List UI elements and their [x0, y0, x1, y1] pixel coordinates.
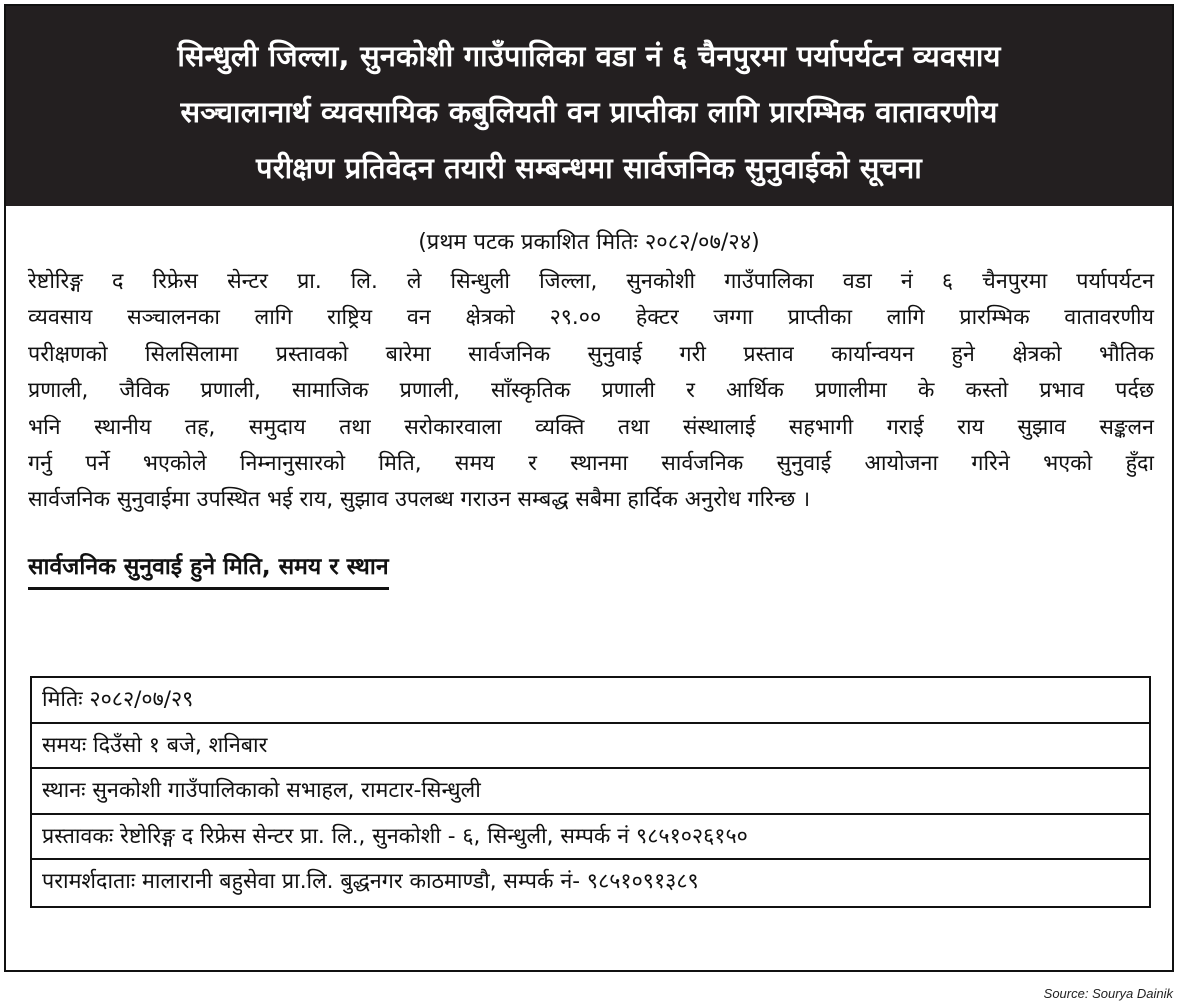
body-line: परीक्षणको सिलसिलामा प्रस्तावको बारेमा सार्वजनिक सुनुवाई गरी प्रस्ताव कार्यान्वयन हुने क्षेत्रको भौतिक: [28, 341, 1154, 367]
body-line: गर्नु पर्ने भएकोले निम्नानुसारको मिति, समय र स्थानमा सार्वजनिक सुनुवाई आयोजना गरिने भएको हुँदा: [28, 451, 1154, 477]
consultant-row: परामर्शदाताः मालारानी बहुसेवा प्रा.लि. बुद्धनगर काठमाण्डौ, सम्पर्क नं- ९८५१०९१३८९: [42, 869, 699, 895]
hearing-details-table: [30, 676, 1151, 908]
body-line: सार्वजनिक सुनुवाईमा उपस्थित भई राय, सुझाव उपलब्ध गराउन सम्बद्ध सबैमा हार्दिक अनुरोध गरिन्छ ।: [28, 487, 811, 513]
hearing-time-row: समयः दिउँसो १ बजे, शनिबार: [32, 724, 1149, 770]
hearing-venue-row: स्थानः सुनकोशी गाउँपालिकाको सभाहल, रामटार-सिन्धुली: [32, 769, 1149, 815]
title-line: सञ्चालानार्थ व्यवसायिक कबुलियती वन प्राप्तीका लागि प्रारम्भिक वातावरणीय: [180, 95, 998, 129]
title-line: परीक्षण प्रतिवेदन तयारी सम्बन्धमा सार्वजनिक सुनुवाईको सूचना: [256, 151, 922, 185]
body-line: व्यवसाय सञ्चालनका लागि राष्ट्रिय वन क्षेत्रको २९.०० हेक्टर जग्गा प्राप्तीका लागि प्रारम्भिक वातावरणीय: [28, 305, 1154, 331]
published-date: (प्रथम पटक प्रकाशित मितिः २०८२/०७/२४): [418, 230, 760, 255]
source-credit: Source: Sourya Dainik: [1043, 986, 1173, 1001]
notice-title-banner: [6, 6, 1172, 206]
proponent-row: प्रस्तावकः रेष्टोरिङ्ग द रिफ्रेस सेन्टर प्रा. लि., सुनकोशी - ६, सिन्धुली, सम्पर्क नं ९८५१०२६१५०: [32, 815, 1149, 861]
title-line: सिन्धुली जिल्ला, सुनकोशी गाउँपालिका वडा नं ६ चैनपुरमा पर्यापर्यटन व्यवसाय: [177, 39, 1001, 73]
body-line: भनि स्थानीय तह, समुदाय तथा सरोकारवाला व्यक्ति तथा संस्थालाई सहभागी गराई राय सुझाव सङ्कलन: [28, 414, 1154, 440]
body-line: रेष्टोरिङ्ग द रिफ्रेस सेन्टर प्रा. लि. ले सिन्धुली जिल्ला, सुनकोशी गाउँपालिका वडा नं ६ चैनपुरमा पर्यापर्यटन: [28, 269, 1154, 294]
body-line: प्रणाली, जैविक प्रणाली, सामाजिक प्रणाली, साँस्कृतिक प्रणाली र आर्थिक प्रणालीमा के कस्तो प्रभाव पर्दछ: [28, 378, 1154, 404]
notice-body: [28, 264, 1154, 519]
hearing-date-row: मितिः २०८२/०७/२९: [32, 678, 1149, 724]
hearing-details-heading: सार्वजनिक सुनुवाई हुने मिति, समय र स्थान: [28, 549, 389, 590]
